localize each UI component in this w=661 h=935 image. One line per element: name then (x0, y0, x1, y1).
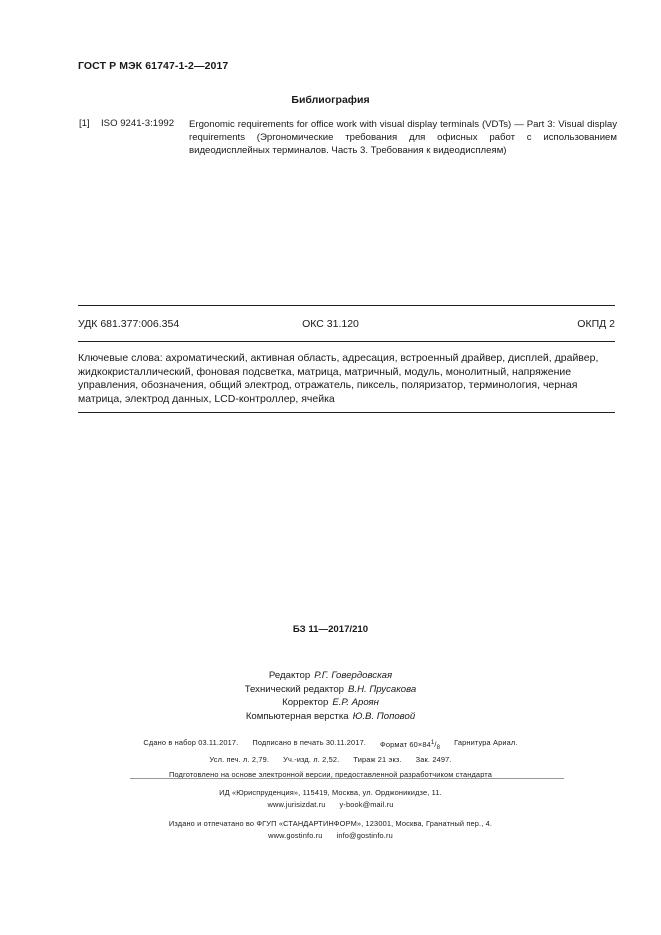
printer-info (0, 818, 661, 842)
publisher-site-link[interactable]: www.jurisizdat.ru (267, 800, 326, 809)
keywords-text: Ключевые слова: ахроматический, активная область, адресация, встроенный драйвер, дисплей, драйвер, жидкокристаллический, фоновая подсветка, матрица, матричный, модуль, монолитный, напряжение управления, обозначения, общий электрод, отражатель, пиксель, поляризатор, терминология, черная матрица, электрод данных, LCD-контроллер, ячейка (78, 352, 599, 405)
format-info: Формат $60\times 84^1/_8$ (380, 740, 441, 751)
staff-layout (0, 710, 661, 724)
divider-top (78, 305, 615, 306)
bibliography-entry-code: ISO 9241-3:1992 (101, 118, 175, 129)
okpd-code: ОКПД 2 (577, 318, 615, 330)
printer-email-link[interactable]: info@gostinfo.ru (336, 831, 393, 840)
publisher-info (0, 787, 661, 811)
staff-proofreader (0, 696, 661, 710)
staff-name: Р.Г. Говердовская (314, 670, 393, 681)
udk-code: УДК 681.377:006.354 (78, 318, 180, 330)
print-run: Тираж 21 экз. (353, 755, 402, 764)
staff-name: В.Н. Прусакова (348, 683, 417, 695)
staff-role: Редактор (268, 670, 311, 681)
printer-address: Издано и отпечатано во ФГУП «СТАНДАРТИНФОРМ», 123001, Москва, Гранатный пер., 4. (168, 819, 493, 828)
staff-role: Компьютерная верстка (245, 710, 349, 722)
publisher-address: ИД «Юриспруденция», 115419, Москва, ул. Орджоникидзе, 11. (219, 788, 442, 797)
order-number: Зак. 2497. (415, 755, 452, 764)
sent-date: Сдано в набор 03.11.2017. (143, 738, 239, 747)
divider-middle (78, 341, 615, 342)
prepared-note: Подготовлено на основе электронной версии, предоставленной разработчиком стандарта (168, 770, 493, 779)
staff-name: Е.Р. Ароян (332, 697, 379, 708)
publication-sheets: Уч.-изд. л. 2,52. (283, 755, 340, 764)
bibliography-entry-text: Ergonomic requirements for office work with visual display terminals (VDTs) — Part 3: Visual display requirements (Эргономические требования для офисных работ с использованием видеодисплейных терминалов. Часть 3. Требования к видеодисплеям) (189, 119, 617, 156)
print-sheets: Усл. печ. л. 2,79. (209, 755, 270, 764)
staff-editor (0, 669, 661, 683)
font-info: Гарнитура Ариал. (454, 738, 518, 747)
divider-bottom (78, 412, 615, 413)
oks-code: ОКС 31.120 (302, 318, 359, 330)
staff-role: Корректор (282, 697, 329, 708)
staff-list (0, 669, 661, 723)
staff-tech-editor (0, 683, 661, 697)
publisher-email-link[interactable]: y-book@mail.ru (339, 800, 394, 809)
print-info (0, 737, 661, 781)
bz-number: БЗ 11—2017/210 (292, 624, 369, 635)
staff-role: Технический редактор (244, 683, 345, 695)
staff-name: Ю.В. Поповой (352, 710, 416, 722)
printer-site-link[interactable]: www.gostinfo.ru (268, 831, 323, 840)
print-info-line-2 (0, 754, 661, 766)
signed-date: Подписано в печать 30.11.2017. (252, 738, 367, 747)
print-info-line-1 (0, 737, 661, 754)
separator-line (130, 778, 564, 779)
bibliography-title: Библиография (291, 94, 370, 106)
bibliography-entry-number: [1] (79, 118, 90, 129)
document-header: ГОСТ Р МЭК 61747-1-2—2017 (78, 60, 229, 72)
